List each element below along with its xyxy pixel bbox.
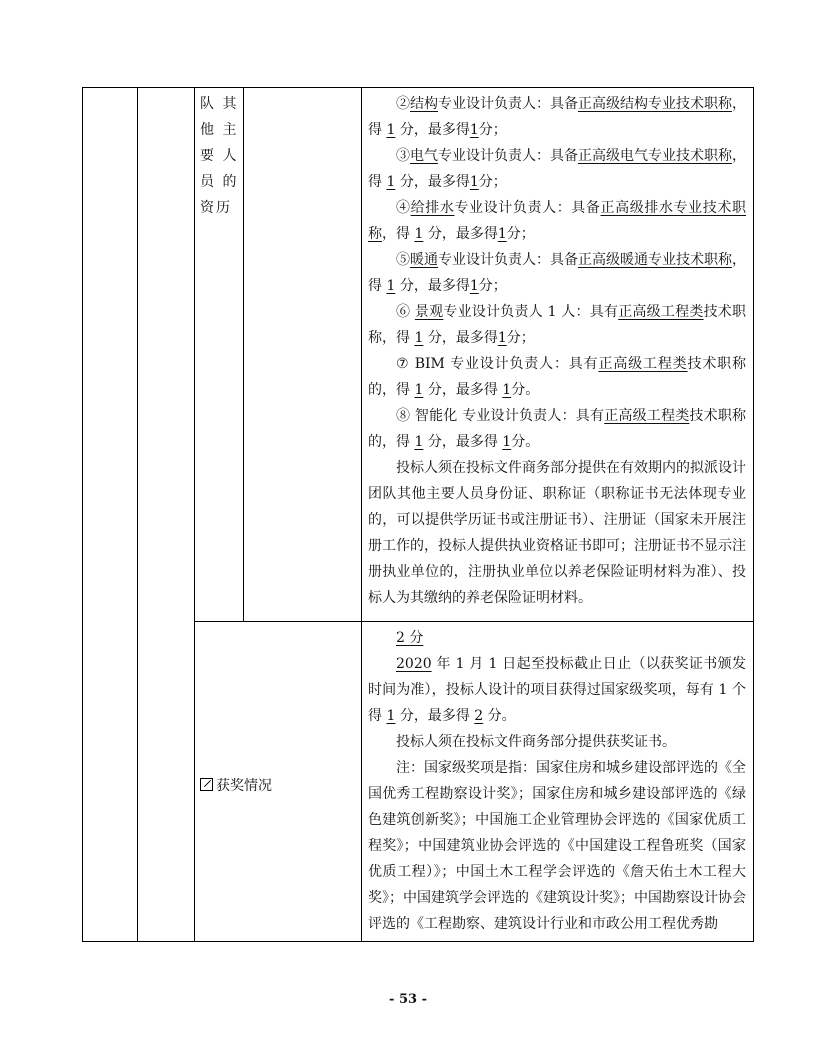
staff-criteria-content: [368, 91, 746, 611]
awards-label-text: 获奖情况: [216, 778, 272, 794]
label-line: 资历: [200, 200, 232, 216]
table-border-left: [82, 87, 83, 942]
criterion-item: ⑦ BIM 专业设计负责人：具有正高级工程类技术职称的，得 1 分，最多得 1分。: [368, 356, 747, 398]
label-line: 员 的: [200, 174, 239, 190]
label-line: 队 其: [200, 96, 239, 112]
staff-qualification-label: [200, 91, 244, 221]
label-line: 他 主: [200, 122, 239, 138]
criterion-item: ④给排水专业设计负责人：具备正高级排水专业技术职称，得 1 分，最多得1分；: [368, 200, 747, 242]
table-border-right: [753, 87, 754, 942]
label-line: 要 人: [200, 148, 239, 164]
documentation-note: 投标人须在投标文件商务部分提供在有效期内的拟派设计团队其他主要人员身份证、职称证（职称证书无法体现专业的，可以提供学历证书或注册证书）、注册证（国家未开展注册工作的，投标人提供执业资格证书即可；注册证书不显示注册执业单位的，注册执业单位以养老保险证明材料为准）、投标人为其缴纳的养老保险证明材料。: [368, 460, 746, 606]
criterion-item: ⑧ 智能化 专业设计负责人：具有正高级工程类技术职称的，得 1 分，最多得 1分。: [368, 408, 747, 450]
criterion-item: ⑤暖通专业设计负责人：具备正高级暖通专业技术职称，得 1 分，最多得1分；: [368, 252, 746, 294]
awards-label: [200, 776, 272, 796]
checked-box-icon: [200, 778, 213, 791]
table-row-divider: [194, 621, 754, 622]
table-border-top: [82, 87, 754, 88]
criterion-item: ②结构专业设计负责人：具备正高级结构专业技术职称，得 1 分，最多得1分；: [368, 96, 746, 138]
table-column-divider-4: [361, 87, 362, 942]
awards-definition-note: 注：国家级奖项是指：国家住房和城乡建设部评选的《全国优秀工程勘察设计奖》；国家住房和城乡建设部评选的《绿色建筑创新奖》；中国施工企业管理协会评选的《国家优质工程奖》；中国建筑业协会评选的《中国建设工程鲁班奖（国家优质工程）》；中国土木工程学会评选的《詹天佑土木工程大奖》；中国建筑学会评选的《建筑设计奖》；中国勘察设计协会评选的《工程勘察、建筑设计行业和市政公用工程优秀勘: [368, 760, 746, 932]
criterion-item: ③电气专业设计负责人：具备正高级电气专业技术职称，得 1 分，最多得1分；: [368, 148, 746, 190]
awards-total-score: 2 分: [396, 630, 424, 646]
criterion-item: ⑥ 景观专业设计负责人 1 人：具有正高级工程类技术职称，得 1 分，最多得1分；: [368, 304, 747, 346]
awards-provide-note: 投标人须在投标文件商务部分提供获奖证书。: [396, 734, 676, 750]
table-border-bottom: [82, 941, 754, 942]
awards-rule: 2020 年 1 月 1 日起至投标截止日止（以获奖证书颁发时间为准），投标人设计的项目获得过国家级奖项，每有 1 个得 1 分，最多得 2 分。: [368, 656, 746, 724]
table-column-divider-1: [137, 87, 138, 942]
awards-content: [368, 625, 746, 937]
table-column-divider-2: [194, 87, 195, 942]
page-number: - 53 -: [389, 992, 427, 1007]
